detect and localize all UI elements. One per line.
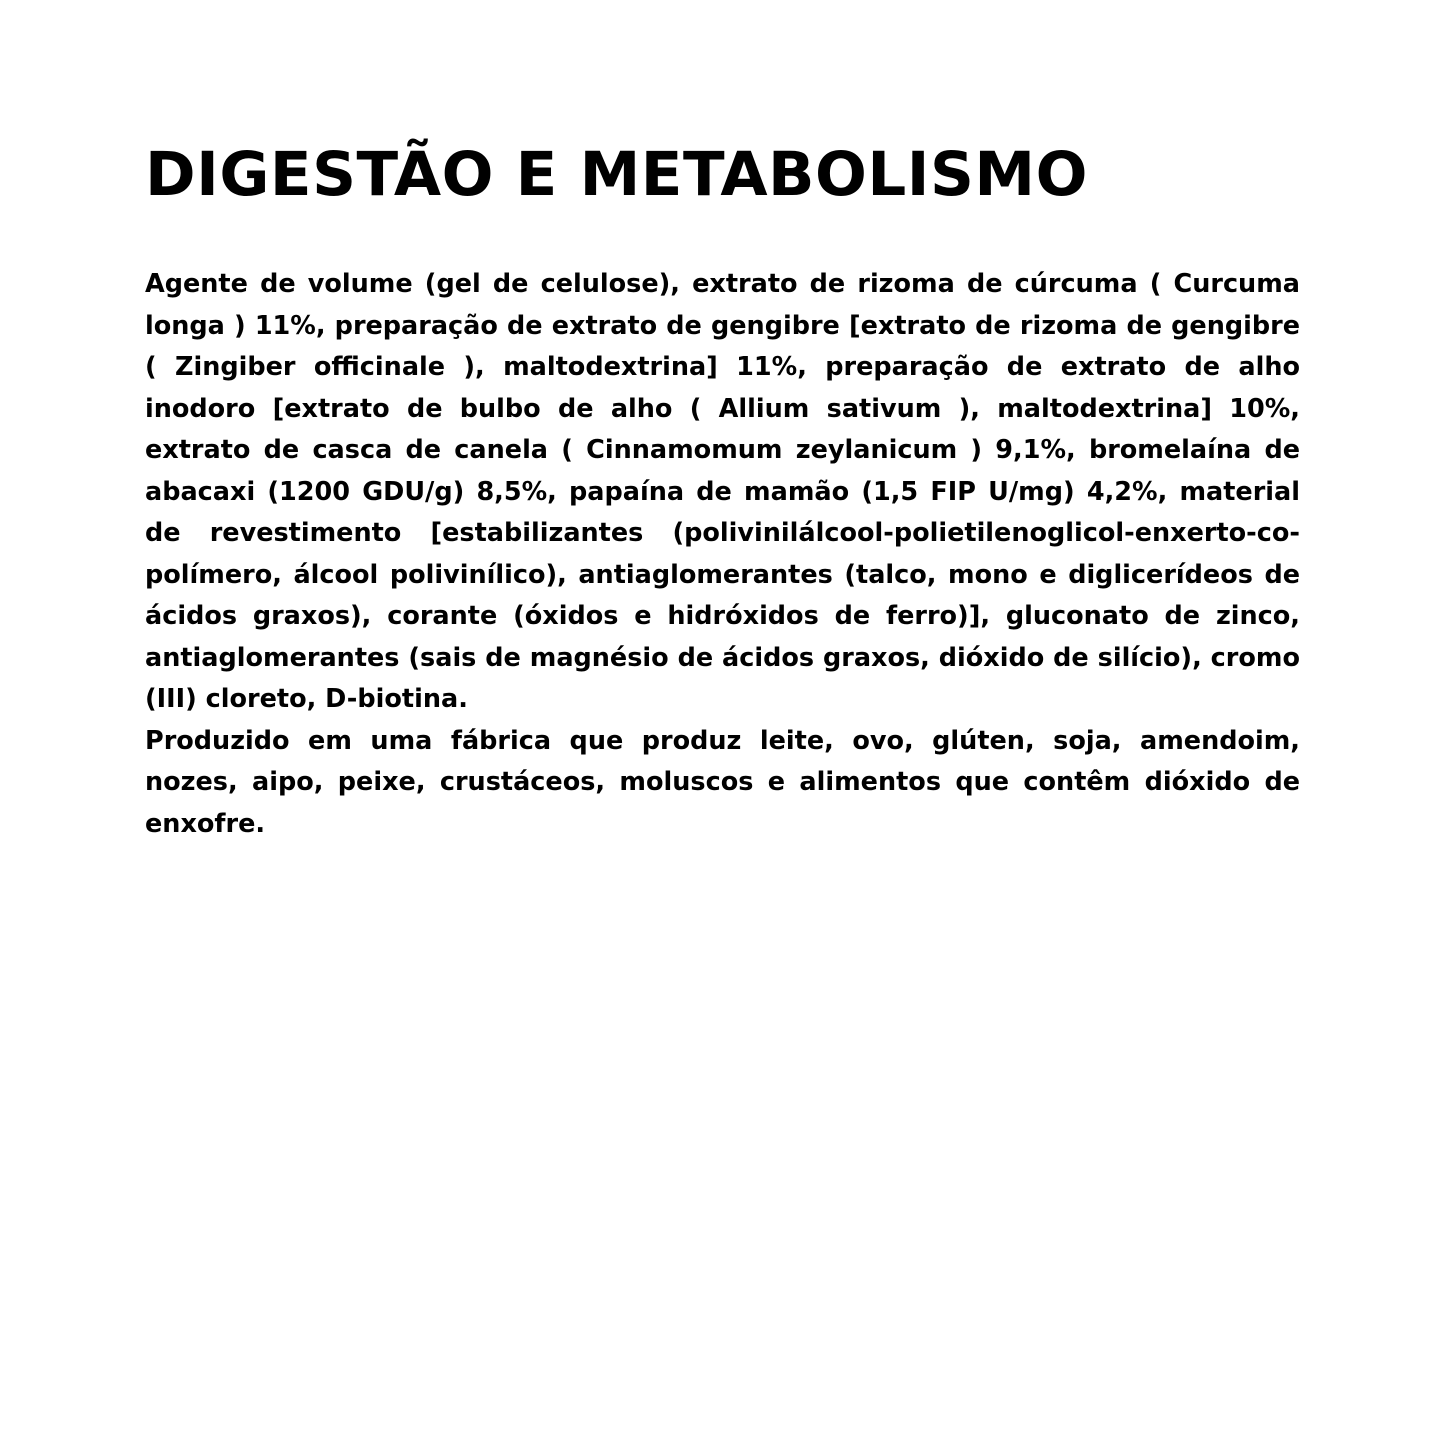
document-page [145, 140, 1300, 845]
page-title: DIGESTÃO E METABOLISMO [145, 139, 1088, 210]
ingredients-paragraph: Agente de volume (gel de celulose), extrato de rizoma de cúrcuma ( Curcuma longa ) 11%, preparação de extrato de gengibre [extrato de rizoma de gengibre ( Zingiber officinale ), maltodextrina] 11%, preparação de extrato de alho inodoro [extrato de bulbo de alho ( Allium sativum ), maltodextrina] 10%, extrato de casca de canela ( Cinnamomum zeylanicum ) 9,1%, bromelaína de abacaxi (1200 GDU/g) 8,5%, papaína de mamão (1,5 FIP U/mg) 4,2%, material de revestimento [estabilizantes (polivinilálcool-polietilenoglicol-enxerto-co-polímero, álcool polivinílico), antiaglomerantes (talco, mono e diglicerídeos de ácidos graxos), corante (óxidos e hidróxidos de ferro)], gluconato de zinco, antiaglomerantes (sais de magnésio de ácidos graxos, dióxido de silício), cromo (III) cloreto, D-biotina. [145, 269, 1300, 715]
allergen-notice-paragraph: Produzido em uma fábrica que produz leite, ovo, glúten, soja, amendoim, nozes, aipo, peixe, crustáceos, moluscos e alimentos que contêm dióxido de enxofre. [145, 725, 1300, 839]
